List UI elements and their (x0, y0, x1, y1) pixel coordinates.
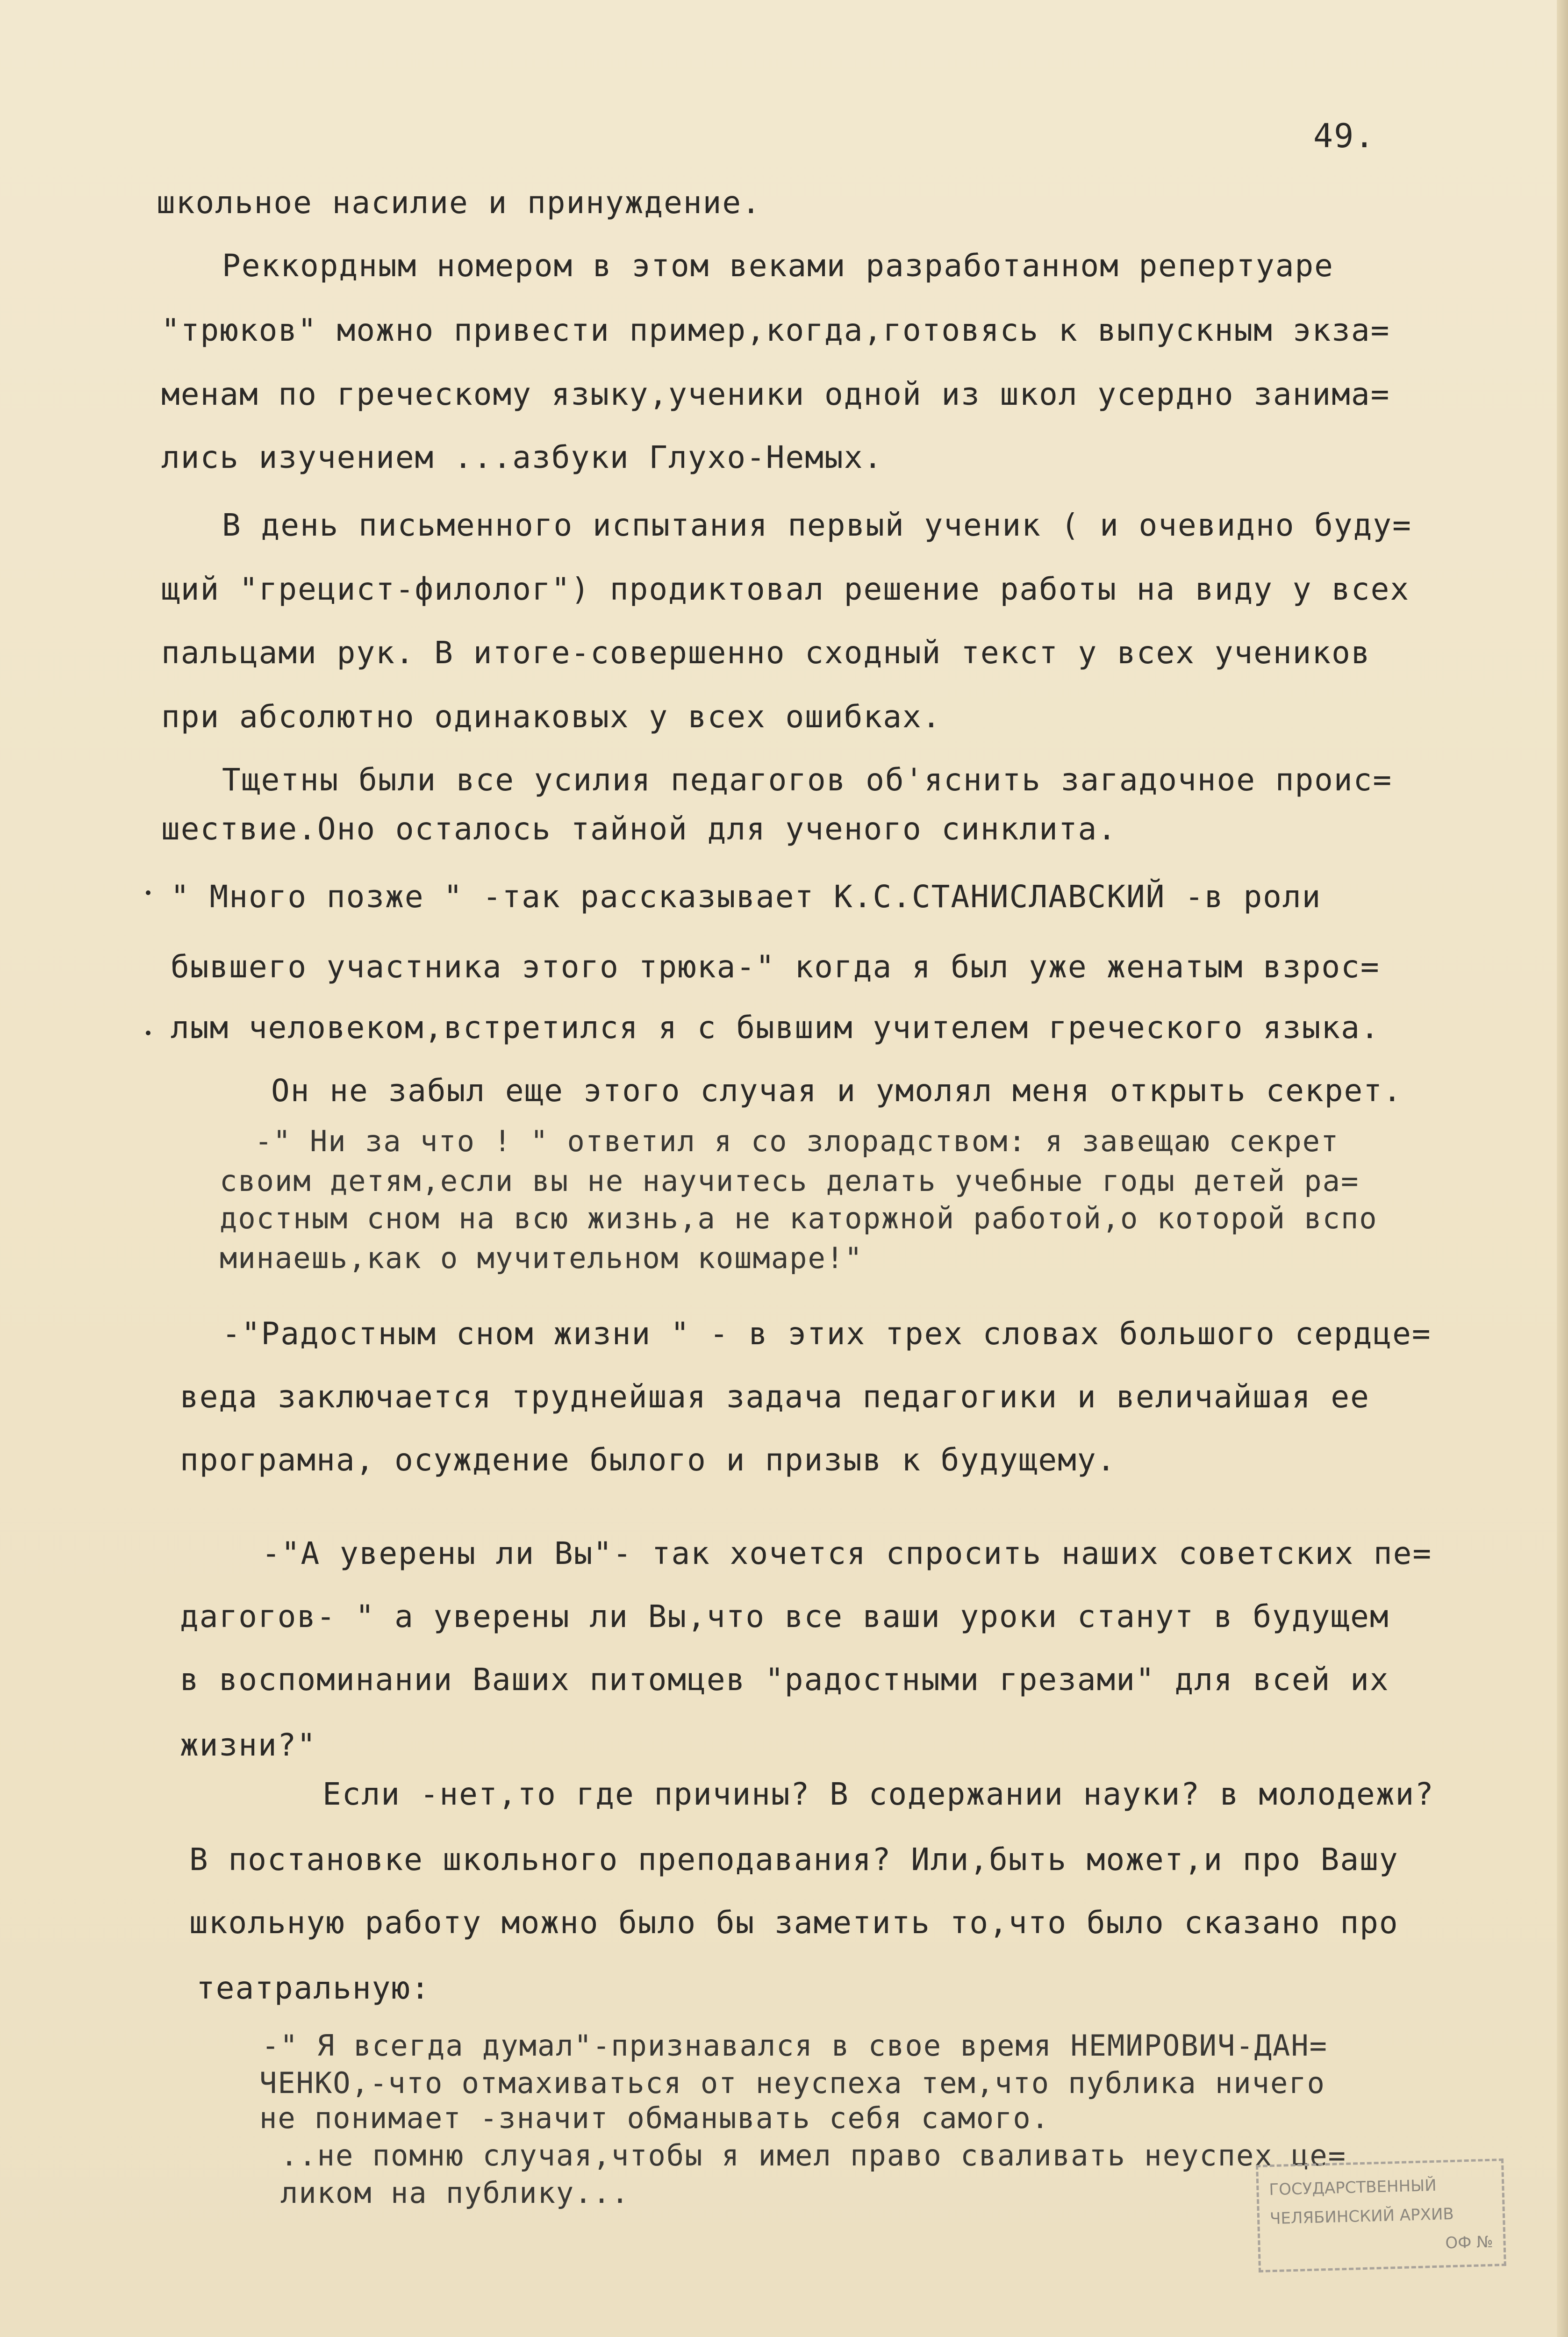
text-line: Он не забыл еще этого случая и умолял меня открыть секрет. (271, 1073, 1403, 1109)
text-line: В день письменного испытания первый ученик ( и очевидно буду= (222, 507, 1412, 543)
text-line: Если -нет,то где причины? В содержании науки? в молодежи? (322, 1776, 1434, 1812)
text-line: Реккордным номером в этом веками разработанном репертуаре (222, 248, 1334, 284)
text-line: щий "грецист-филолог") продиктовал решение работы на виду у всех (161, 571, 1410, 607)
text-line: шествие.Оно осталось тайной для ученого синклита. (161, 811, 1117, 847)
page-number: 49. (1313, 117, 1375, 155)
text-line: веда заключается труднейшая задача педагогики и величайшая ее (180, 1379, 1370, 1415)
text-line: бывшего участника этого трюка-" когда я был уже женатым взрос= (171, 949, 1380, 985)
text-line: -"Радостным сном жизни " - в этих трех словах большого сердце= (222, 1316, 1432, 1352)
quote-line: ликом на публику... (280, 2176, 630, 2210)
quote-line: своим детям,если вы не научитесь делать учебные годы детей ра= (220, 1164, 1360, 1198)
text-line: в воспоминании Ваших питомцев "радостными грезами" для всей их (180, 1662, 1389, 1698)
text-line: "трюков" можно привести пример,когда,готовясь к выпускным экза= (161, 312, 1390, 348)
text-line: програмна, осуждение былого и призыв к будущему. (180, 1442, 1117, 1478)
quote-line: -" Я всегда думал"-признавался в свое время НЕМИРОВИЧ-ДАН= (262, 2029, 1328, 2063)
quote-line: достным сном на всю жизнь,а не каторжной работой,о которой вспо (220, 1201, 1378, 1235)
margin-mark (146, 890, 150, 895)
text-line: В постановке школьного преподавания? Или,быть может,и про Вашу (189, 1842, 1399, 1878)
margin-mark (146, 1031, 150, 1035)
quote-line: ЧЕНКО,-что отмахиваться от неуспеха тем,что публика ничего (259, 2066, 1325, 2100)
text-line: Тщетны были все усилия педагогов об'яснить загадочное проис= (222, 762, 1393, 798)
quote-line: ..не помню случая,чтобы я имел право сваливать неуспех це= (280, 2138, 1346, 2172)
archive-stamp (1256, 2158, 1506, 2272)
text-line: лись изучением ...азбуки Глухо-Немых. (161, 439, 883, 475)
quote-line: минаешь,как о мучительном кошмаре!" (220, 1241, 863, 1275)
page-edge-shadow (1557, 0, 1568, 2337)
text-line: театральную: (196, 1970, 430, 2006)
stamp-line: ГОСУДАРСТВЕННЫЙ (1268, 2176, 1437, 2200)
text-line: дагогов- " а уверены ли Вы,что все ваши уроки станут в будущем (180, 1599, 1389, 1634)
text-line: " Много позже " -так рассказывает К.С.СТАНИСЛАВСКИЙ -в роли (171, 879, 1322, 915)
stamp-line: ЧЕЛЯБИНСКИЙ АРХИВ (1269, 2204, 1454, 2229)
text-line: лым человеком,встретился я с бывшим учителем греческого языка. (171, 1010, 1380, 1046)
quote-line: -" Ни за что ! " ответил я со злорадством: я завещаю секрет (255, 1124, 1339, 1158)
text-line: пальцами рук. В итоге-совершенно сходный текст у всех учеников (161, 635, 1371, 671)
text-line: школьную работу можно было бы заметить то,что было сказано про (189, 1905, 1399, 1941)
text-line: менам по греческому языку,ученики одной из школ усердно занима= (161, 376, 1390, 412)
quote-line: не понимает -значит обманывать себя самого. (259, 2101, 1050, 2135)
text-line: школьное насилие и принуждение. (157, 185, 761, 221)
text-line: жизни?" (180, 1727, 317, 1763)
stamp-line: ОФ № (1445, 2232, 1494, 2253)
text-line: -"А уверены ли Вы"- так хочется спросить наших советских пе= (262, 1535, 1432, 1571)
text-line: при абсолютно одинаковых у всех ошибках. (161, 699, 942, 735)
